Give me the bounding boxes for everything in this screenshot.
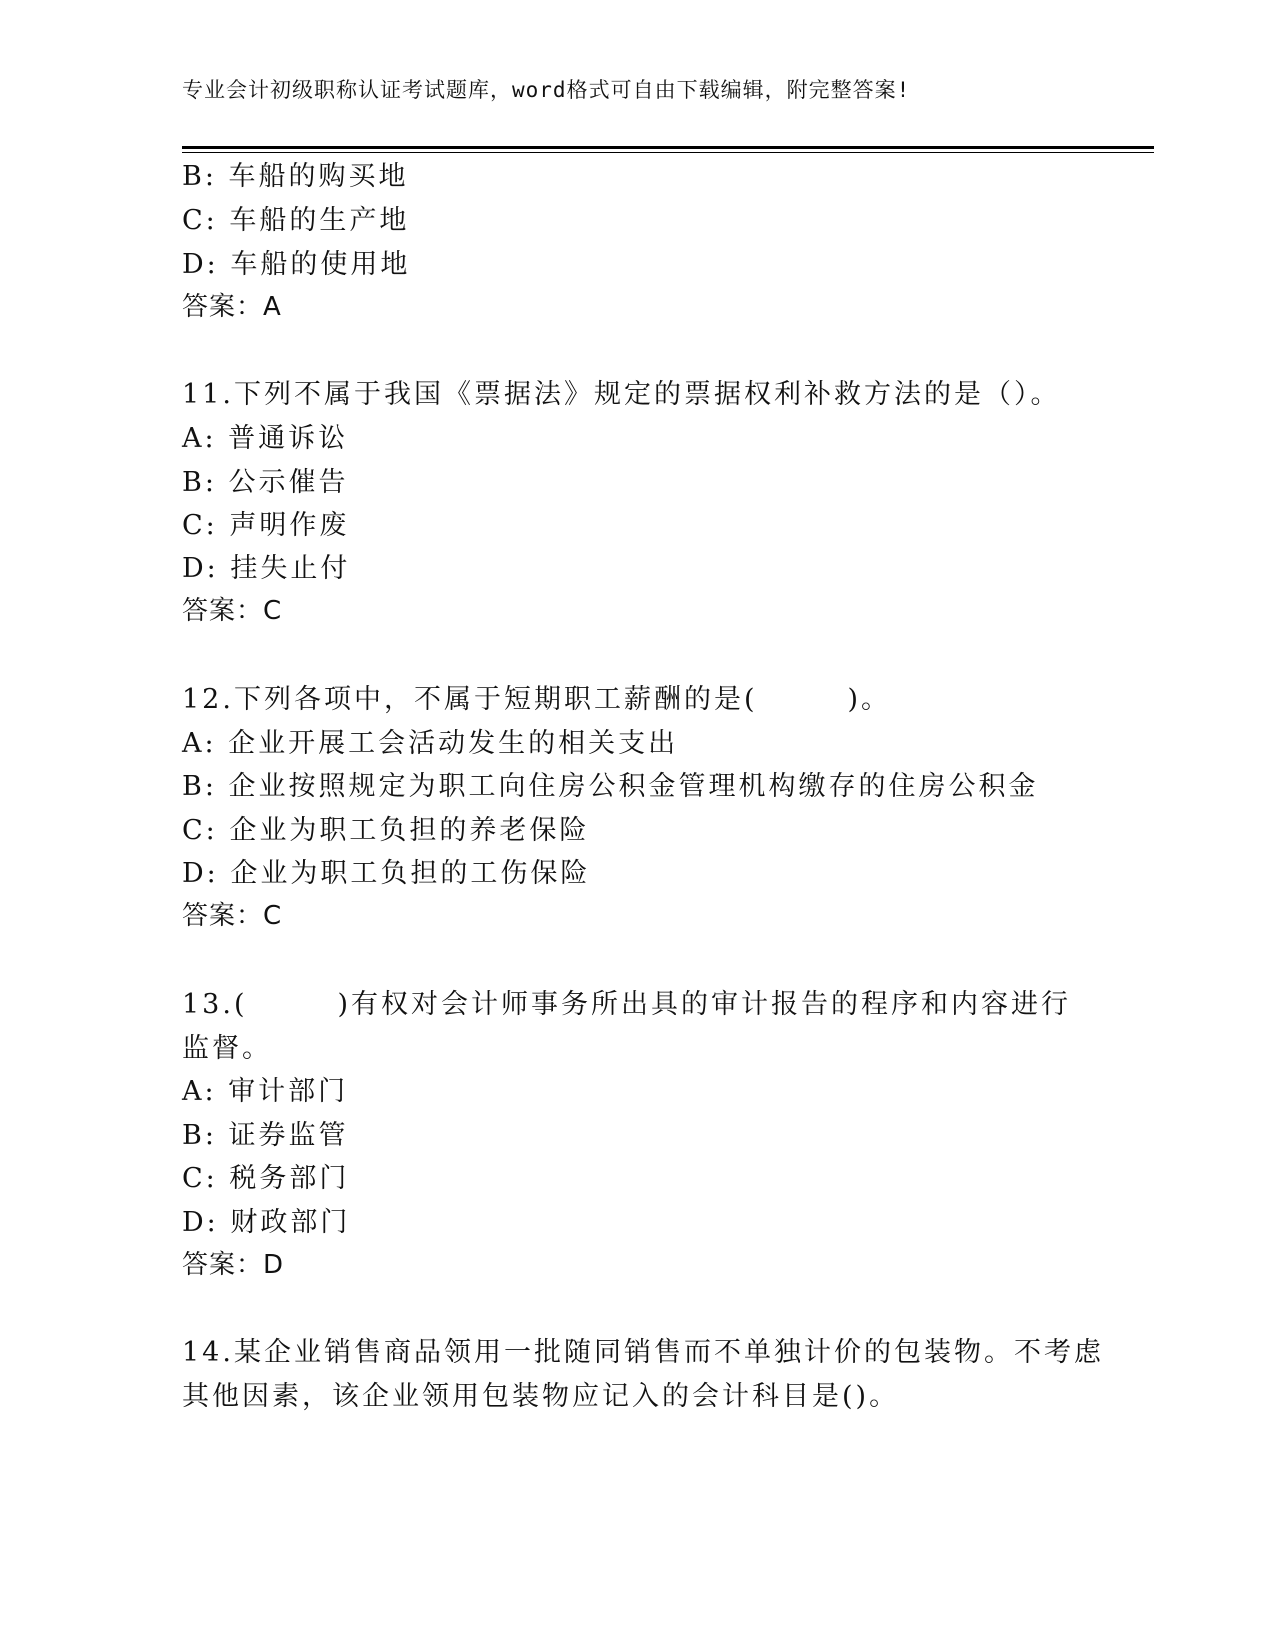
q12-option-a: A: 企业开展工会活动发生的相关支出 [182, 728, 679, 759]
q11-option-d: D: 挂失止付 [182, 553, 351, 584]
q12-option-b: B: 企业按照规定为职工向住房公积金管理机构缴存的住房公积金 [182, 771, 1039, 802]
q10-option-d: D: 车船的使用地 [182, 249, 411, 280]
q13-option-d: D: 财政部门 [182, 1207, 351, 1238]
header-rule-thin [182, 152, 1154, 153]
q14-question-line2: 其他因素，该企业领用包装物应记入的会计科目是()。 [182, 1381, 900, 1412]
header-rule-thick [182, 146, 1154, 149]
q11-answer: 答案：C [182, 596, 283, 626]
q11-option-c: C: 声明作废 [182, 510, 350, 541]
q11-option-b: B: 公示催告 [182, 467, 349, 498]
q10-option-c: C: 车船的生产地 [182, 205, 410, 236]
q10-answer: 答案：A [182, 292, 282, 322]
q13-option-b: B: 证券监管 [182, 1120, 349, 1151]
q10-option-b: B: 车船的购买地 [182, 161, 409, 192]
page-header: 专业会计初级职称认证考试题库，word格式可自由下载编辑，附完整答案! [182, 78, 911, 102]
q13-option-a: A: 审计部门 [182, 1076, 349, 1107]
q13-question-line1: 13.( )有权对会计师事务所出具的审计报告的程序和内容进行 [182, 989, 1072, 1020]
q12-question: 12.下列各项中，不属于短期职工薪酬的是( )。 [182, 684, 892, 715]
q13-question-line2: 监督。 [182, 1033, 272, 1064]
q13-answer: 答案：D [182, 1250, 285, 1280]
q11-option-a: A: 普通诉讼 [182, 423, 349, 454]
q12-option-c: C: 企业为职工负担的养老保险 [182, 815, 590, 846]
q12-option-d: D: 企业为职工负担的工伤保险 [182, 858, 591, 889]
q13-option-c: C: 税务部门 [182, 1163, 350, 1194]
q11-question: 11.下列不属于我国《票据法》规定的票据权利补救方法的是（）。 [182, 379, 1061, 410]
q14-question-line1: 14.某企业销售商品领用一批随同销售而不单独计价的包装物。不考虑 [182, 1337, 1104, 1368]
q12-answer: 答案：C [182, 901, 283, 931]
